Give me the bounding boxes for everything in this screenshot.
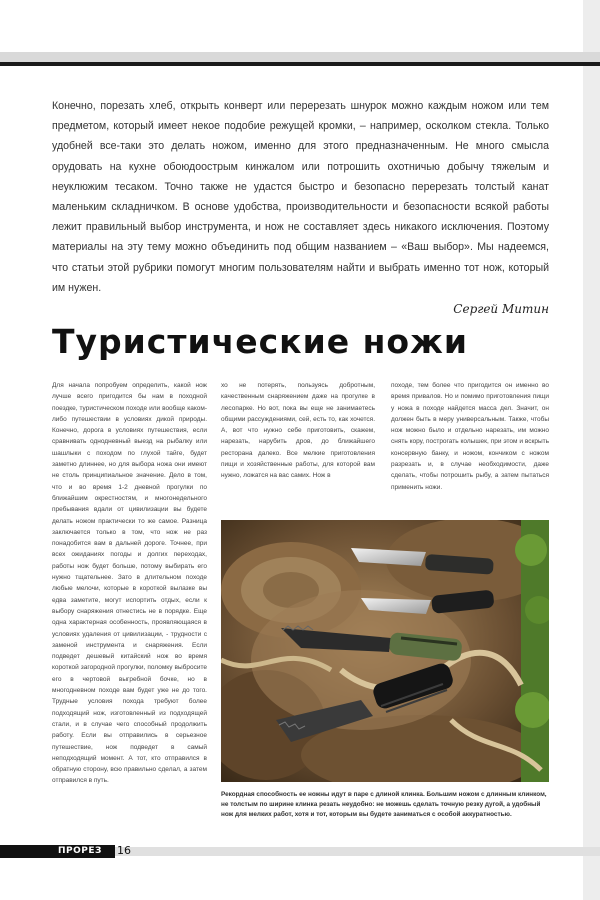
article-column-2: хо не потерять, пользуясь добротным, качественным снаряжением даже на прогулке в лесопарке. Но вот, пока вы еще не занимаетесь общими рассуждениями, сей, есть то, как хочется. А, вот что нужно себе приготовить, скажем, нарезать, нарубить дров, до ближайшего ресторана далеко. Все мелкие приготовления пищи и хозяйственные работы, для которой вам нужно, ложатся на вас самих. Нож в: [221, 382, 375, 480]
article-column-3: походе, тем более что пригодится он именно во время привалов. Но и помимо приготовления пищи у ножа в походе найдется масса дел. Значит, он должен быть в меру универсальным. Также, чтобы нож можно было и отдельно нарезать, им можно снять кору, построгать колышек, при этом и вскрыть консервную банку, и ножом, кончиком с ножом разрезать и, в случае необходимости, даже сделать, чтобы потрошить рыбу, а затем пытаться применить ножи.: [391, 382, 549, 491]
page-edge: [583, 0, 600, 900]
magazine-brand: ПРОРЕЗ: [58, 846, 102, 856]
page-number: 16: [117, 844, 131, 857]
author-name: Сергей Митин: [453, 302, 549, 316]
knives-photo: [221, 520, 549, 782]
article-column-1: Для начала попробуем определить, какой нож лучше всего пригодится бы нам в походной поездке, туристическом походе или вообще каком-либо путешествии в условиях дикой природы. Конечно, дорога в условиях путешествия, если сравнивать однодневный выезд на рыбалку или шашлыки с походом по глухой тайге, будет заметно длиннее, но для выбора ножа они имеют не столь принципиальное значение. Дело в том, что и во время 1-2 дневной прогулки по ближайшим окрестностям, и многонедельного пребывания вдали от цивилизации вы будете делать ножом практически то же самое. Разница заключается только в том, что нож не раз понадобится вам в дальней дороге. Точнее, при всех ожиданиях погоды и долгих переходах, работы нож будет больше, потому выбирать его нужно тщательнее. Зато в длительном походе любые мелочи, которые в короткой вылазке вы едва заметите, могут испортить отдых, если к выбору снаряжения отнестись не в порядке. Еще одна характерная особенность, проявляющаяся в условиях удаления от цивилизации, - трудности с заменой инструмента и снаряжения. Если подведет дешевый китайский нож во время короткой загородной прогулки, поломку выбросите его в чертовой выгребной бочке, но в многодневном походе вам будет уже не до того. Трудные условия похода требуют более подходящий нож, изготовленный из подходящей стали, и в случае чего способный продолжить работу. Если вы отправились в серьезное путешествие, нож подведет в самый неподходящий момент. А тот, кто отправился в обратную сторону, всю правильно сделал, а затем отправился в путь.: [52, 382, 207, 785]
photo-caption: Рекордная способность ее ножны идут в паре с длиной клинка. Большим ножом с длинным клинком, не толстым по ширине клинка резать неудобно: не можешь сделать точную резку дугой, а удобный нож для мелких работ, хотя и тот, которым вы будете заниматься с особой аккуратностью.: [221, 791, 547, 818]
intro-paragraph: Конечно, порезать хлеб, открыть конверт или перерезать шнурок можно каждым ножом или тем предметом, который имеет некое подобие режущей кромки, – например, осколком стекла. Только удобней все-таки это делать ножом, именно для этого предназначенным. Не много смысла орудовать на кухне обоюдоострым кинжалом или потрошить охотничью добычу тяжелым и неуклюжим тесаком. Точно также не удастся быстро и безопасно перерезать толстый канат маленьким складничком. В основе удобства, производительности и безопасности всякой работы лежит правильный выбор инструмента, и нож не составляет здесь никакого исключения. Поэтому материалы на эту тему можно объединить под общим названием – «Ваш выбор». Мы надеемся, что статьи этой рубрики помогут многим пользователям найти и выбрать именно тот нож, который им нужен.: [52, 100, 549, 294]
header-band: [0, 52, 600, 62]
header-rule: [0, 62, 600, 66]
article-title: Туристические ножи: [52, 322, 468, 361]
